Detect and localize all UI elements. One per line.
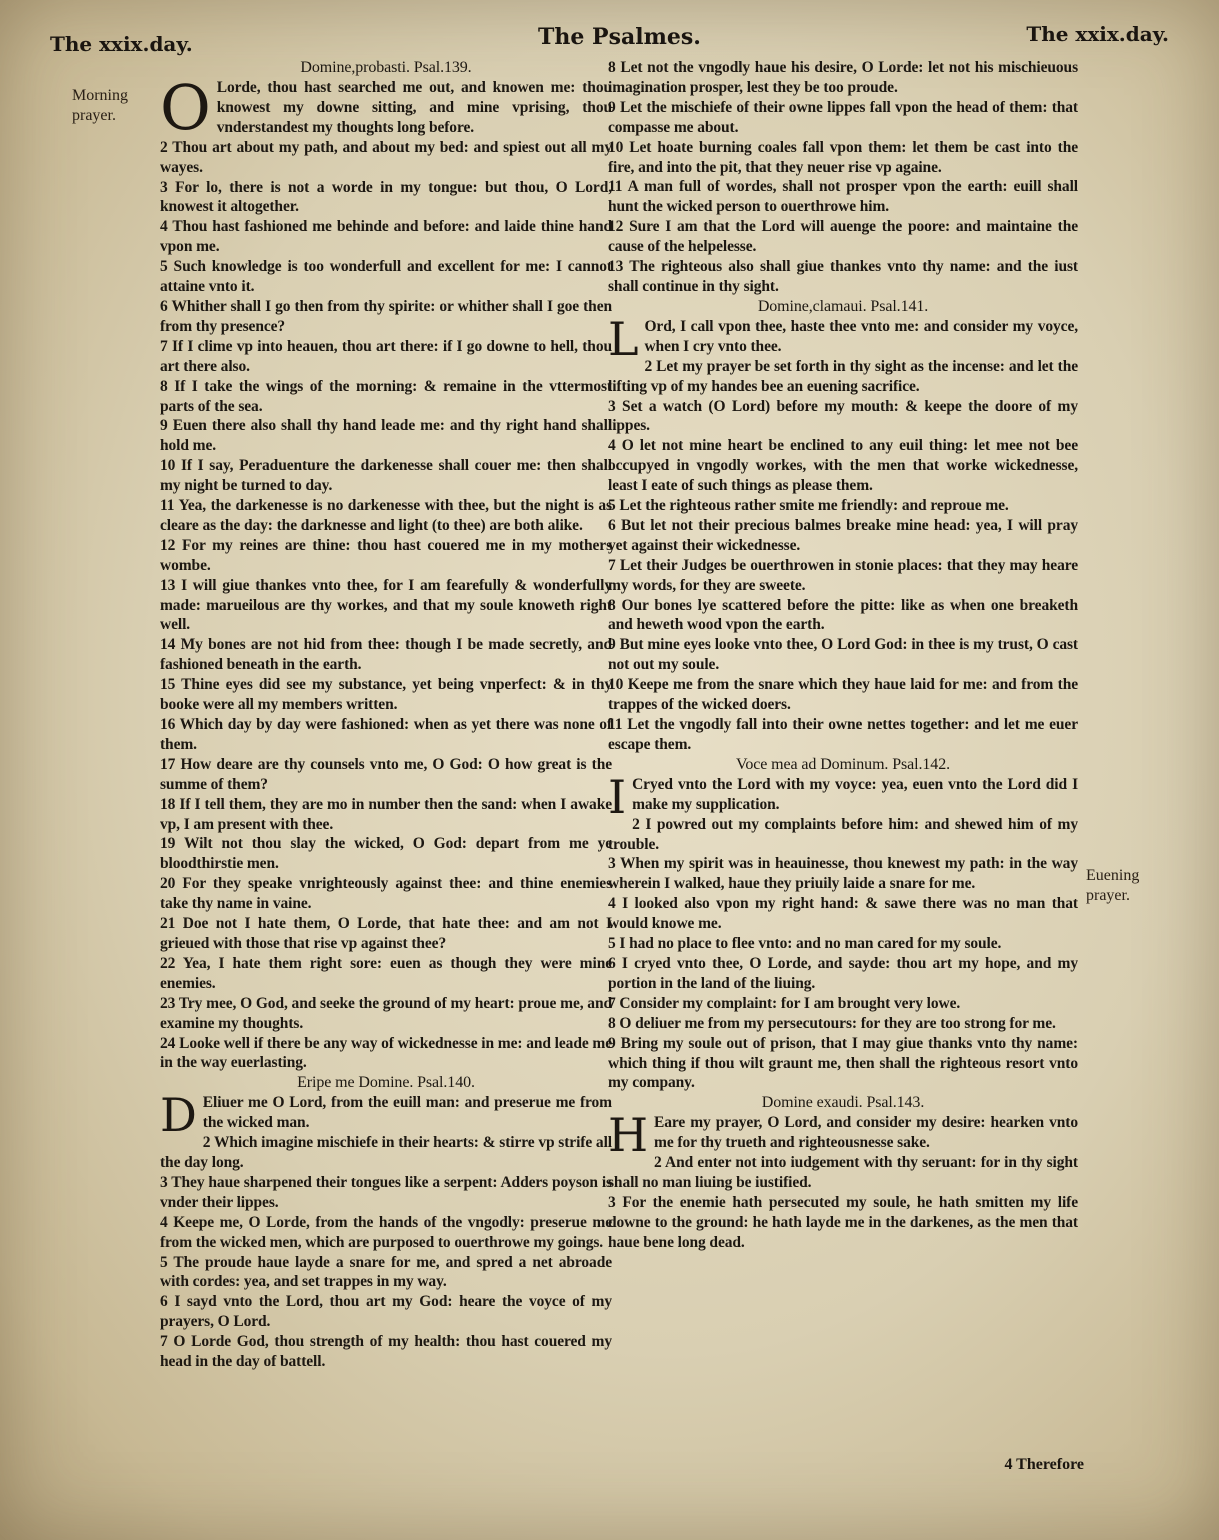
verse: 22 Yea, I hate them right sore: euen as though they were mine enemies. — [160, 954, 612, 992]
verse: 14 My bones are not hid from thee: though I be made secretly, and fashioned beneath in the earth. — [160, 636, 612, 674]
verse-text: Cryed vnto the Lord with my voyce: yea, euen vnto the Lord did I make my supplication. — [632, 775, 1078, 813]
verse: 2 Thou art about my path, and about my bed: and spiest out all my wayes. — [160, 138, 612, 176]
verse: 8 O deliuer me from my persecutours: for they are too strong for me. — [608, 1014, 1056, 1032]
verse: 3 For the enemie hath persecuted my soule, he hath smitten my life downe to the ground: he hath layde me in the darkenes, as the men that haue bene long dead. — [608, 1193, 1078, 1251]
psalm-141-verse-1 — [608, 311, 1078, 366]
verse: 16 Which day by day were fashioned: when as yet there was none of them. — [160, 716, 612, 753]
verse: 6 But let not their precious balmes breake mine head: yea, I will pray yet against their wickednesse. — [608, 516, 1078, 554]
verse: 12 For my reines are thine: thou hast couered me in my mothers wombe. — [160, 536, 612, 574]
verse: 5 I had no place to flee vnto: and no man cared for my soule. — [608, 935, 1002, 953]
verse: 4 Thou hast fashioned me behinde and before: and laide thine hand vpon me. — [160, 218, 612, 256]
verse-text: Ord, I call vpon thee, haste thee vnto me: and consider my voyce, when I cry vnto thee. — [644, 317, 1078, 355]
verse: 18 If I tell them, they are mo in number then the sand: when I awake vp, I am present with thee. — [160, 795, 612, 833]
drop-cap-l: L — [608, 311, 639, 366]
verse: 10 If I say, Peraduenture the darkenesse shall couer me: then shall my night be turned to day. — [160, 457, 612, 495]
verse: 4 O let not mine heart be enclined to any euil thing: let mee not bee occupyed in vngodly workes, with the men that worke wickednesse, least I eate of such things as please them. — [608, 437, 1078, 495]
psalm-143-heading: Domine exaudi. Psal.143. — [761, 1094, 925, 1112]
catchword: 4 Therefore — [1004, 1456, 1084, 1473]
psalm-142-heading: Voce mea ad Dominum. Psal.142. — [735, 755, 950, 773]
verse: 7 Let their Judges be ouerthrowen in stonie places: that they may heare my words, for they are sweete. — [608, 556, 1078, 594]
drop-cap-o: O — [160, 71, 211, 144]
left-column — [160, 58, 612, 1498]
verse: 2 I powred out my complaints before him: and shewed him of my trouble. — [608, 815, 1078, 853]
right-column — [608, 58, 1078, 1498]
header-title: The Psalmes. — [538, 24, 701, 50]
verse: 11 Let the vngodly fall into their owne nettes together: and let me euer escape them. — [608, 716, 1078, 753]
psalm-142-verse-1 — [608, 769, 1078, 824]
verse-text: Eare my prayer, O Lord, and consider my desire: hearken vnto me for thy trueth and righteousnesse sake. — [654, 1114, 1078, 1152]
verse: 20 For they speake vnrighteously against thee: and thine enemies take thy name in vaine. — [160, 875, 612, 913]
psalm-140-verse-1 — [160, 1088, 612, 1143]
psalm-143-verse-1 — [608, 1108, 1078, 1163]
verse: 6 I cryed vnto thee, O Lorde, and sayde: thou art my hope, and my portion in the land of the liuing. — [608, 954, 1078, 992]
verse: 5 Let the righteous rather smite me friendly: and reproue me. — [608, 497, 1009, 515]
verse: 9 But mine eyes looke vnto thee, O Lord God: in thee is my trust, O cast not out my soule. — [608, 636, 1078, 674]
verse: 10 Let hoate burning coales fall vpon them: let them be cast into the fire, and into the pit, that they neuer rise vp againe. — [608, 138, 1078, 176]
verse: 21 Doe not I hate them, O Lorde, that hate thee: and am not I grieued with those that rise vp against thee? — [160, 915, 612, 952]
verse: 7 O Lorde God, thou strength of my health: thou hast couered my head in the day of battell. — [160, 1333, 612, 1371]
verse: 2 Let my prayer be set forth in thy sight as the incense: and let the lifting vp of my handes bee an euening sacrifice. — [608, 357, 1078, 395]
verse: 9 Euen there also shall thy hand leade me: and thy right hand shall hold me. — [160, 417, 612, 455]
verse: 11 A man full of wordes, shall not prosper vpon the earth: euill shall hunt the wicked person to ouerthrowe him. — [608, 178, 1078, 216]
verse: 19 Wilt not thou slay the wicked, O God: depart from me ye bloodthirstie men. — [160, 835, 612, 873]
verse: 13 I will giue thankes vnto thee, for I am fearefully & wonderfully made: marueilous are thy workes, and that my soule knoweth right well. — [160, 576, 612, 634]
verse: 24 Looke well if there be any way of wickednesse in me: and leade me in the way euerlasting. — [160, 1034, 612, 1072]
verse-text: Lorde, thou hast searched me out, and knowen me: thou knowest my downe sitting, and mine vprising, thou vnderstandest my thoughts long before. — [216, 79, 612, 136]
verse: 4 Keepe me, O Lorde, from the hands of the vngodly: preserue me from the wicked men, which are purposed to ouerthrowe my goings. — [160, 1213, 612, 1251]
verse: 15 Thine eyes did see my substance, yet being vnperfect: & in thy booke were all my members written. — [160, 676, 612, 714]
verse: 11 Yea, the darkenesse is no darkenesse with thee, but the night is as cleare as the day: the darknesse and light (to thee) are both alike. — [160, 497, 612, 534]
verse: 8 Our bones lye scattered before the pitte: like as when one breaketh and heweth wood vpon the earth. — [608, 596, 1078, 634]
verse: 4 I looked also vpon my right hand: & sawe there was no man that would knowe me. — [608, 895, 1078, 933]
psalm-140-heading: Eripe me Domine. Psal.140. — [297, 1074, 475, 1092]
verse: 3 Set a watch (O Lord) before my mouth: & keepe the doore of my lippes. — [608, 397, 1078, 435]
header-day-left: The xxix.day. — [50, 32, 193, 56]
verse: 10 Keepe me from the snare which they haue laid for me: and from the trappes of the wicked doers. — [608, 676, 1078, 714]
verse: 3 For lo, there is not a worde in my tongue: but thou, O Lord, knowest it altogether. — [160, 178, 612, 216]
verse: 9 Let the mischiefe of their owne lippes fall vpon the head of them: that compasse me about. — [608, 98, 1078, 136]
verse-text: Eliuer me O Lord, from the euill man: and preserue me from the wicked man. — [202, 1094, 612, 1132]
margin-note-evening-prayer: Euening prayer. — [1086, 867, 1140, 904]
verse: 7 Consider my complaint: for I am brought very lowe. — [608, 994, 961, 1012]
verse: 12 Sure I am that the Lord will auenge the poore: and maintaine the cause of the helpelesse. — [608, 218, 1078, 256]
psalm-141-heading: Domine,clamaui. Psal.141. — [757, 297, 929, 315]
verse: 6 I sayd vnto the Lord, thou art my God: heare the voyce of my prayers, O Lord. — [160, 1293, 612, 1331]
drop-cap-h: H — [608, 1108, 649, 1163]
verse: 5 Such knowledge is too wonderfull and excellent for me: I cannot attaine vnto it. — [160, 258, 612, 296]
header-day-right: The xxix.day. — [1026, 22, 1169, 46]
verse: 2 And enter not into iudgement with thy seruant: for in thy sight shall no man liuing be iustified. — [608, 1154, 1078, 1192]
verse: 8 If I take the wings of the morning: & remaine in the vttermost parts of the sea. — [160, 377, 612, 415]
drop-cap-d: D — [160, 1088, 197, 1143]
verse: 2 Which imagine mischiefe in their hearts: & stirre vp strife all the day long. — [160, 1134, 612, 1172]
verse: 6 Whither shall I go then from thy spirite: or whither shall I goe then from thy presence? — [160, 297, 612, 335]
verse: 13 The righteous also shall giue thankes vnto thy name: and the iust shall continue in thy sight. — [608, 258, 1078, 295]
psalm-139-verse-1 — [160, 71, 612, 144]
verse: 17 How deare are thy counsels vnto me, O God: O how great is the summe of them? — [160, 755, 612, 793]
verse: 5 The proude haue layde a snare for me, and spred a net abroade with cordes: yea, and set trappes in my way. — [160, 1253, 612, 1291]
verse: 9 Bring my soule out of prison, that I may giue thanks vnto thy name: which thing if thou wilt graunt me, then shall the righteous resort vnto my company. — [608, 1034, 1078, 1092]
drop-cap-i: I — [608, 769, 627, 824]
psalm-139-heading: Domine,probasti. Psal.139. — [300, 59, 472, 76]
verse: 8 Let not the vngodly haue his desire, O Lorde: let not his mischieuous imagination prosper, lest they be too proude. — [608, 59, 1078, 96]
verse: 3 When my spirit was in heauinesse, thou knewest my path: in the way wherein I walked, haue they priuily laide a snare for me. — [608, 855, 1078, 893]
verse: 23 Try mee, O God, and seeke the ground of my heart: proue me, and examine my thoughts. — [160, 994, 612, 1032]
margin-note-morning-prayer: Morning prayer. — [72, 87, 128, 124]
running-header — [0, 22, 1219, 56]
verse: 7 If I clime vp into heauen, thou art there: if I go downe to hell, thou art there also. — [160, 337, 612, 375]
verse: 3 They haue sharpened their tongues like a serpent: Adders poyson is vnder their lippes. — [160, 1173, 612, 1211]
